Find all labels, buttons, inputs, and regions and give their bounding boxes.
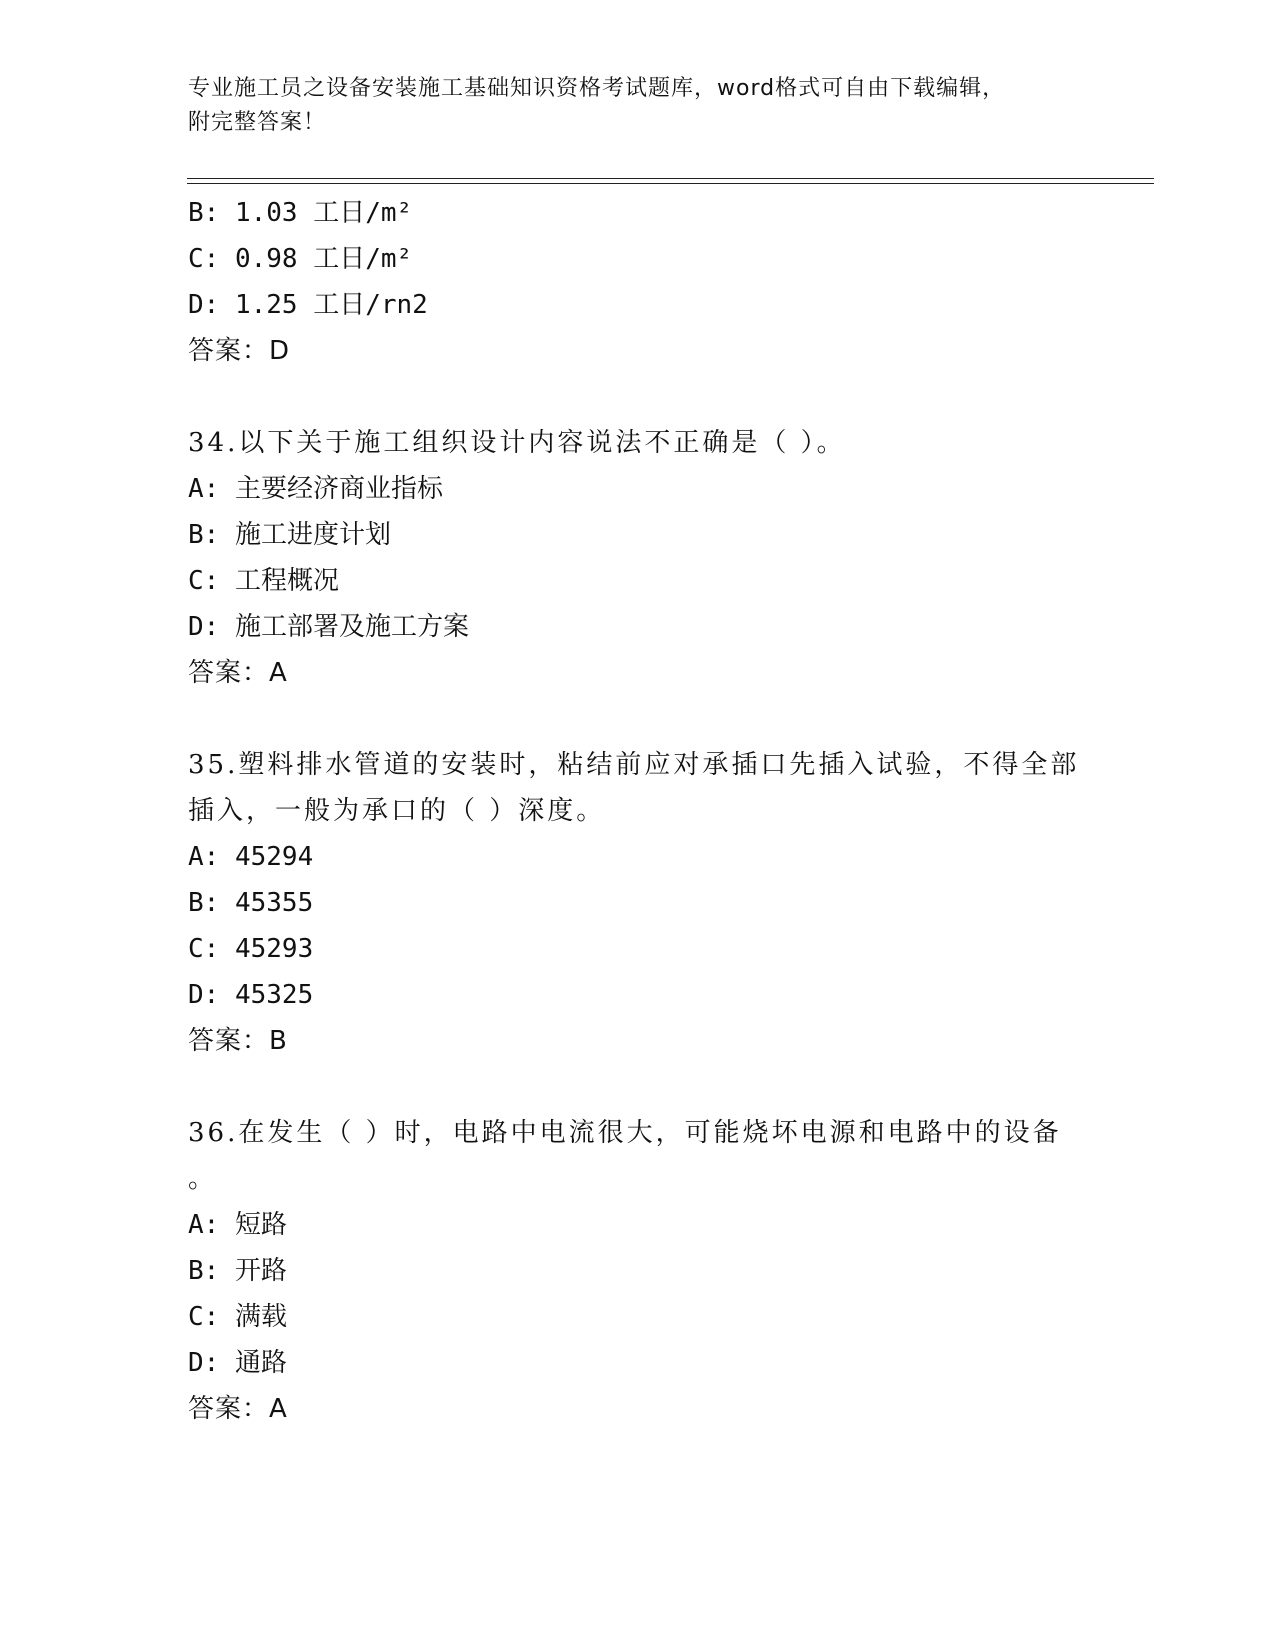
option-b: B: 施工进度计划 bbox=[188, 520, 391, 550]
option-c: C: 满载 bbox=[188, 1302, 287, 1332]
question-33 bbox=[188, 190, 1088, 374]
option-c: C: 45293 bbox=[188, 934, 314, 964]
question-stem bbox=[188, 420, 1068, 466]
spacer bbox=[188, 1064, 1088, 1110]
question-stem bbox=[188, 1110, 1068, 1202]
header-line-1: 专业施工员之设备安装施工基础知识资格考试题库，word格式可自由下载编辑， bbox=[188, 76, 1006, 101]
question-34 bbox=[188, 420, 1088, 696]
option-d: D: 45325 bbox=[188, 980, 314, 1010]
question-list bbox=[188, 190, 1088, 1432]
option-b: B: 开路 bbox=[188, 1256, 287, 1286]
option-b: B: 45355 bbox=[188, 888, 314, 918]
option-a: A: 45294 bbox=[188, 842, 314, 872]
answer-line: 答案：A bbox=[188, 1394, 288, 1424]
option-d: D: 1.25 工日/rn2 bbox=[188, 290, 428, 320]
header-divider-bottom bbox=[187, 183, 1154, 184]
header-divider-top bbox=[187, 178, 1154, 179]
spacer bbox=[188, 374, 1088, 420]
stem-line-2: 。 bbox=[188, 1164, 218, 1194]
option-c: C: 工程概况 bbox=[188, 566, 339, 596]
option-a: A: 短路 bbox=[188, 1210, 287, 1240]
option-d: D: 通路 bbox=[188, 1348, 287, 1378]
question-36 bbox=[188, 1110, 1088, 1432]
option-b: B: 1.03 工日/m² bbox=[188, 198, 413, 228]
spacer bbox=[188, 696, 1088, 742]
answer-line: 答案：B bbox=[188, 1026, 288, 1056]
question-35 bbox=[188, 742, 1088, 1064]
stem-line: 34.以下关于施工组织设计内容说法不正确是（ ）。 bbox=[188, 428, 846, 458]
stem-line-1: 36.在发生（ ）时，电路中电流很大，可能烧坏电源和电路中的设备 bbox=[188, 1118, 1062, 1148]
question-stem bbox=[188, 742, 1080, 834]
option-c: C: 0.98 工日/m² bbox=[188, 244, 413, 274]
stem-line-1: 35.塑料排水管道的安装时，粘结前应对承插口先插入试验，不得全部 bbox=[188, 750, 1080, 780]
answer-line: 答案：A bbox=[188, 658, 288, 688]
option-a: A: 主要经济商业指标 bbox=[188, 474, 443, 504]
answer-line: 答案：D bbox=[188, 336, 291, 366]
header-line-2: 附完整答案！ bbox=[188, 110, 327, 135]
document-header bbox=[188, 72, 1088, 140]
option-d: D: 施工部署及施工方案 bbox=[188, 612, 469, 642]
stem-line-2: 插入，一般为承口的（ ）深度。 bbox=[188, 796, 606, 826]
